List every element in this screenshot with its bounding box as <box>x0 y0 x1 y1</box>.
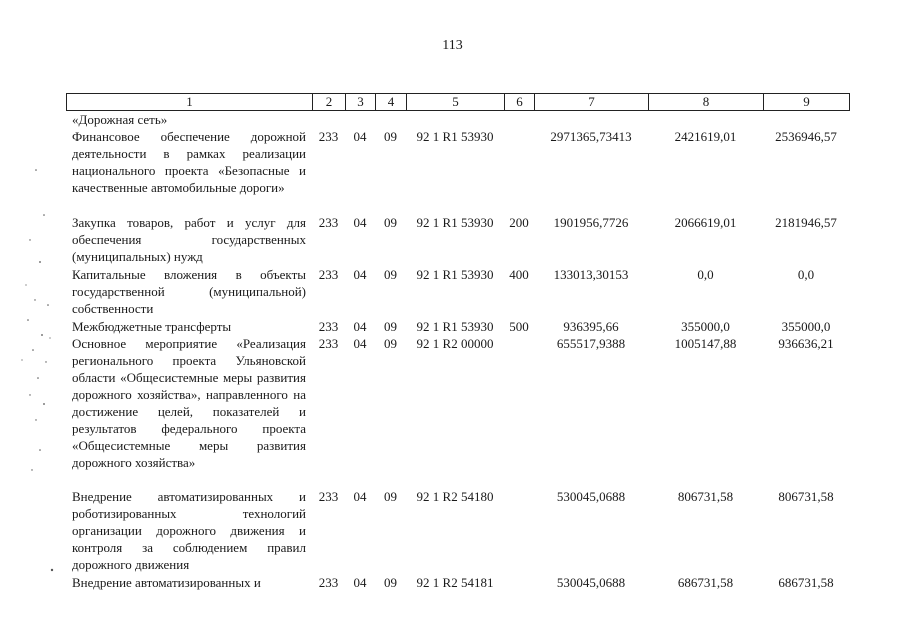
table-row <box>66 111 849 128</box>
table-header <box>66 93 850 111</box>
row-name-cell: Капитальные вложения в объекты государственной (муниципальной) собственности <box>72 267 306 316</box>
row-cell-col-8: 686731,58 <box>677 575 734 590</box>
row-name-cell: Финансовое обеспечение дорожной деятельности в рамках реализации национального проекта «Безопасные и качественные автомобильные дороги» <box>72 129 306 195</box>
row-cell-col-7 <box>534 111 648 128</box>
row-cell-col-5: 92 1 R2 54180 <box>416 489 494 504</box>
row-cell-col-4: 09 <box>384 267 397 282</box>
header-col-4: 4 <box>376 94 407 111</box>
row-cell-col-7: 936395,66 <box>563 319 619 334</box>
row-cell-col-3 <box>345 111 375 128</box>
row-cell-col-9: 686731,58 <box>778 575 834 590</box>
table-row <box>66 214 849 266</box>
row-cell-col-3: 04 <box>353 489 367 504</box>
row-cell-col-5: 92 1 R1 53930 <box>416 267 494 282</box>
table-row <box>66 266 849 318</box>
row-cell-col-6 <box>504 335 534 488</box>
row-cell-col-8: 1005147,88 <box>674 336 737 351</box>
page-number: 113 <box>442 38 463 53</box>
row-cell-col-6 <box>504 111 534 128</box>
row-cell-col-3: 04 <box>353 319 367 334</box>
row-name-cell: Межбюджетные трансферты <box>72 319 232 334</box>
header-col-2: 2 <box>313 94 346 111</box>
row-cell-col-8: 355000,0 <box>681 319 730 334</box>
row-cell-col-7: 655517,9388 <box>556 336 626 351</box>
row-cell-col-2: 233 <box>318 129 339 144</box>
header-col-5: 5 <box>407 94 505 111</box>
row-cell-col-9: 355000,0 <box>781 319 831 334</box>
row-cell-col-3: 04 <box>353 215 367 230</box>
row-name-cell: Закупка товаров, работ и услуг для обеспечения государственных (муниципальных) нужд <box>72 215 306 264</box>
table-row <box>66 574 849 594</box>
row-cell-col-8: 806731,58 <box>677 489 734 504</box>
row-cell-col-6 <box>504 488 534 574</box>
row-cell-col-9: 2536946,57 <box>775 129 837 144</box>
row-cell-col-6 <box>504 128 534 214</box>
row-cell-col-2 <box>312 111 345 128</box>
row-cell-col-6: 500 <box>509 319 529 334</box>
row-cell-col-7: 530045,0688 <box>556 489 626 504</box>
row-cell-col-6: 400 <box>509 267 529 282</box>
row-cell-col-4: 09 <box>384 319 397 334</box>
row-cell-col-4: 09 <box>384 129 397 144</box>
row-cell-col-9: 2181946,57 <box>775 215 837 230</box>
row-cell-col-3: 04 <box>353 129 367 144</box>
row-name-cell: Основное мероприятие «Реализация регионального проекта Ульяновской области «Общесистемные меры развития дорожного хозяйства», направленного на достижение целей, показателей и результатов федерального проекта «Общесистемные меры развития дорожного хозяйства» <box>72 336 306 470</box>
row-cell-col-4: 09 <box>384 215 397 230</box>
row-cell-col-8 <box>648 111 763 128</box>
row-cell-col-5: 92 1 R1 53930 <box>416 215 494 230</box>
row-cell-col-9: 936636,21 <box>778 336 834 351</box>
row-cell-col-5 <box>406 111 504 128</box>
row-cell-col-7: 2971365,73413 <box>550 129 632 144</box>
header-col-9: 9 <box>764 94 850 111</box>
row-cell-col-8: 2421619,01 <box>674 129 737 144</box>
row-cell-col-3: 04 <box>353 336 367 351</box>
row-cell-col-7: 1901956,7726 <box>553 215 629 230</box>
scan-noise <box>0 0 60 640</box>
row-name-cell: Внедрение автоматизированных и <box>72 575 261 590</box>
row-cell-col-3: 04 <box>353 267 367 282</box>
row-cell-col-9: 0,0 <box>797 267 815 282</box>
row-cell-col-4: 09 <box>384 336 397 351</box>
row-cell-col-5: 92 1 R2 00000 <box>416 336 494 351</box>
header-col-6: 6 <box>505 94 535 111</box>
row-name-cell: «Дорожная сеть» <box>72 112 168 127</box>
row-cell-col-5: 92 1 R1 53930 <box>416 319 494 334</box>
row-cell-col-9 <box>763 111 849 128</box>
row-cell-col-2: 233 <box>318 319 339 334</box>
row-cell-col-7: 530045,0688 <box>556 575 626 590</box>
row-cell-col-8: 2066619,01 <box>674 215 737 230</box>
row-cell-col-2: 233 <box>318 489 339 504</box>
row-cell-col-2: 233 <box>318 575 339 590</box>
row-cell-col-8: 0,0 <box>697 267 714 282</box>
table-row <box>66 128 849 214</box>
row-cell-col-4: 09 <box>384 575 397 590</box>
row-cell-col-5: 92 1 R2 54181 <box>416 575 494 590</box>
budget-table <box>66 111 849 594</box>
header-col-7: 7 <box>535 94 649 111</box>
row-cell-col-2: 233 <box>318 267 339 282</box>
row-cell-col-9: 806731,58 <box>778 489 834 504</box>
table-row <box>66 318 849 335</box>
row-cell-col-7: 133013,30153 <box>553 267 629 282</box>
row-cell-col-2: 233 <box>318 215 339 230</box>
header-col-3: 3 <box>346 94 376 111</box>
header-col-1: 1 <box>67 94 313 111</box>
row-name-cell: Внедрение автоматизированных и роботизированных технологий организации дорожного движения и контроля за соблюдением правил дорожного движения <box>72 489 306 572</box>
row-cell-col-5: 92 1 R1 53930 <box>416 129 494 144</box>
table-row <box>66 488 849 574</box>
header-col-8: 8 <box>649 94 764 111</box>
row-cell-col-6: 200 <box>509 215 529 230</box>
row-cell-col-2: 233 <box>318 336 339 351</box>
row-cell-col-4: 09 <box>384 489 397 504</box>
row-cell-col-4 <box>375 111 406 128</box>
table-row <box>66 335 849 488</box>
row-cell-col-6 <box>504 574 534 594</box>
row-cell-col-3: 04 <box>353 575 367 590</box>
